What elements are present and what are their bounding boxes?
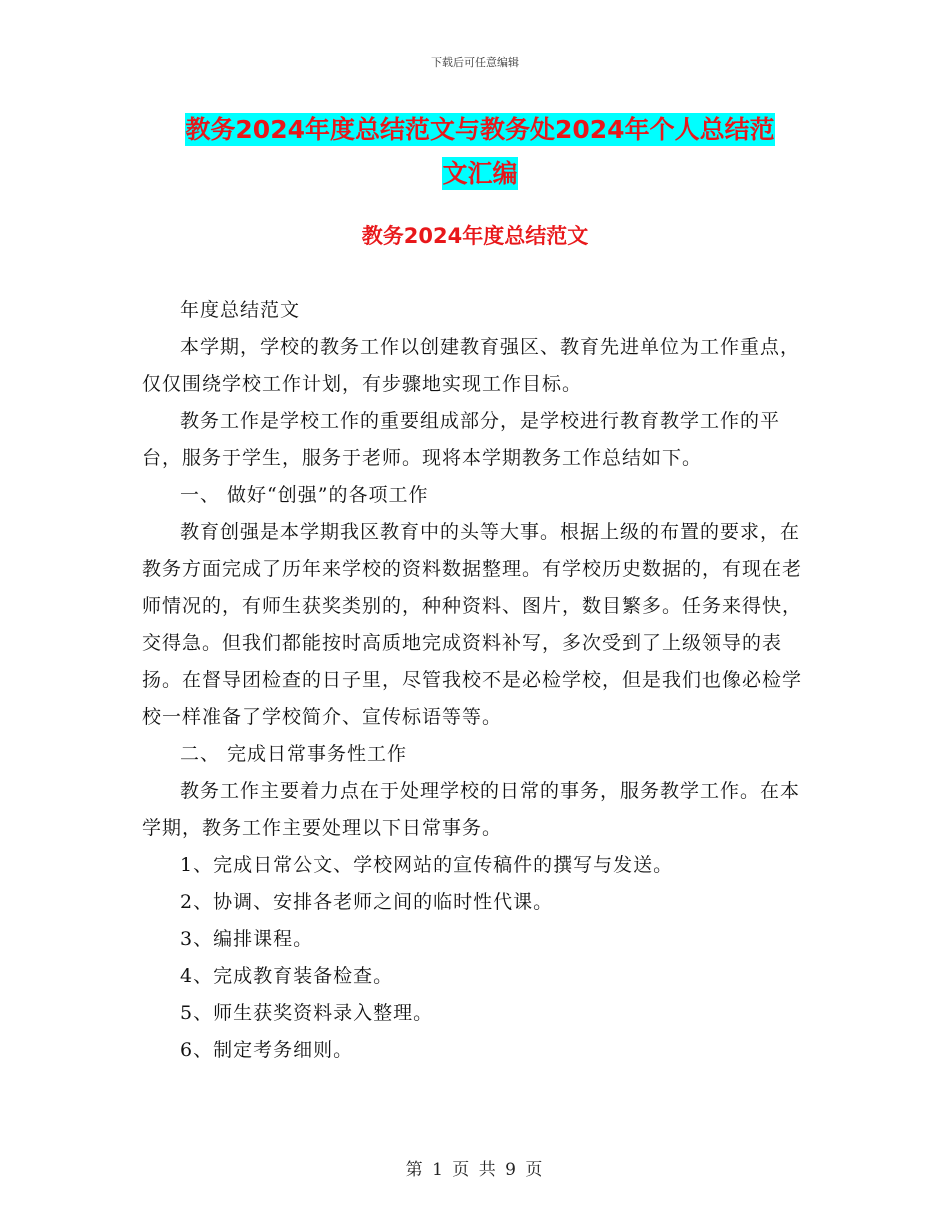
list-item: 5、师生获奖资料录入整理。 (180, 1002, 434, 1024)
heading-2: 二、 完成日常事务性工作 (180, 743, 408, 765)
list-item: 6、制定考务细则。 (180, 1039, 354, 1061)
paragraph: 本学期，学校的教务工作以创建教育强区、教育先进单位为工作重点，仅仅围绕学校工作计划，有步骤地实现工作目标。 (142, 336, 801, 395)
paragraph: 教务工作是学校工作的重要组成部分，是学校进行教育教学工作的平台，服务于学生，服务于老师。现将本学期教务工作总结如下。 (142, 410, 781, 469)
document-body (142, 292, 814, 1069)
list-item: 1、完成日常公文、学校网站的宣传稿件的撰写与发送。 (180, 854, 674, 876)
header-note: 下载后可任意编辑 (431, 56, 519, 69)
page-indicator: 第 1 页 共 9 页 (405, 1160, 545, 1180)
paragraph: 教育创强是本学期我区教育中的头等大事。根据上级的布置的要求，在教务方面完成了历年来学校的资料数据整理。有学校历史数据的，有现在老师情况的，有师生获奖类别的，种种资料、图片，数目繁多。任务来得快，交得急。但我们都能按时高质地完成资料补写，多次受到了上级领导的表扬。在督导团检查的日子里，尽管我校不是必检学校，但是我们也像必检学校一样准备了学校简介、宣传标语等等。 (142, 521, 803, 728)
document-title-line-2: 文汇编 (442, 159, 518, 188)
paragraph: 年度总结范文 (180, 299, 301, 321)
section-title: 教务2024年度总结范文 (361, 224, 589, 248)
document-title (150, 108, 810, 196)
paragraph: 教务工作主要着力点在于处理学校的日常的事务，服务教学工作。在本学期，教务工作主要处理以下日常事务。 (142, 780, 801, 839)
list-item: 3、编排课程。 (180, 928, 314, 950)
list-item: 4、完成教育装备检查。 (180, 965, 394, 987)
heading-1: 一、 做好“创强”的各项工作 (180, 484, 429, 506)
list-item: 2、协调、安排各老师之间的临时性代课。 (180, 891, 554, 913)
document-title-line-1: 教务2024年度总结范文与教务处2024年个人总结范 (185, 115, 775, 144)
